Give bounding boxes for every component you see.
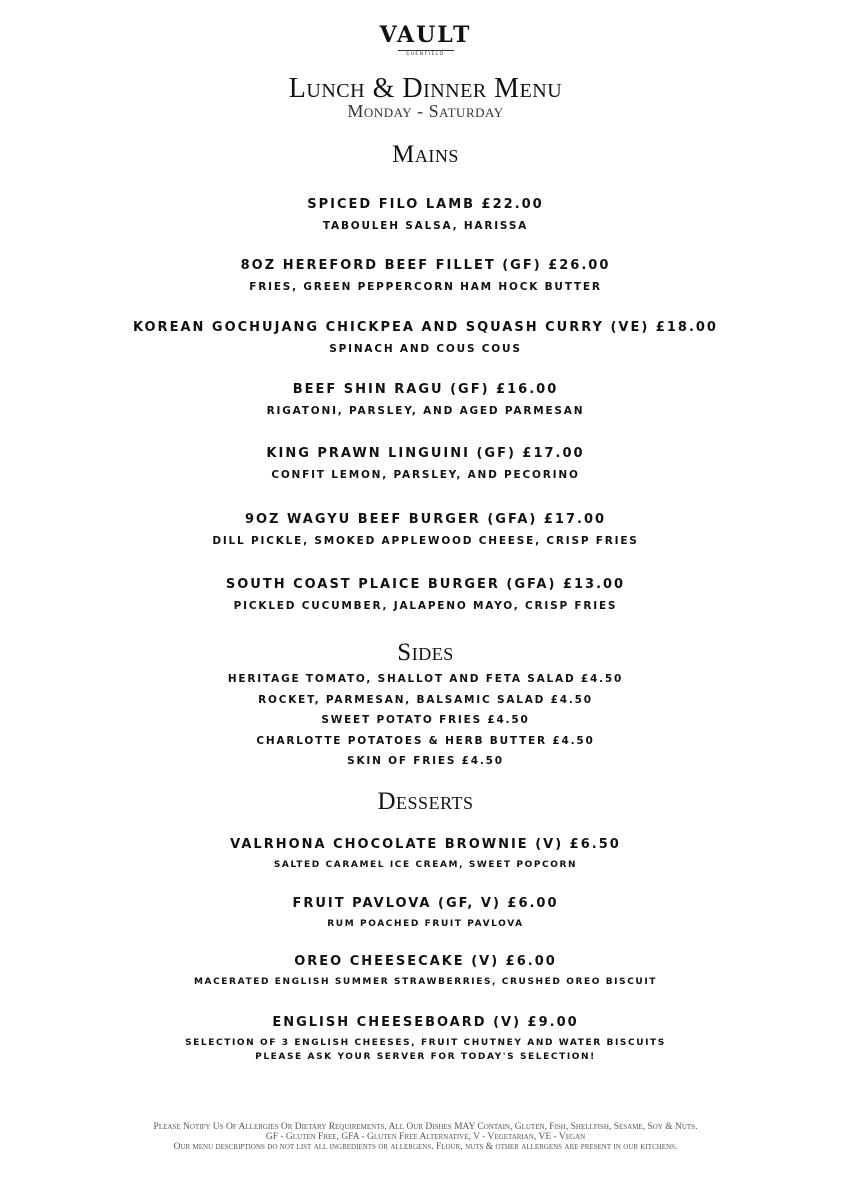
dish-name: 8OZ HEREFORD BEEF FILLET (GF) £26.00 [240, 258, 611, 273]
allergen-notice: Please Notify Us Of Allergies Or Dietary Requirements. All Our Dishes MAY Contain, Gluten, Fish, Shellfish, Sesame, Soy & Nuts. [153, 1122, 698, 1132]
vault-logo [0, 22, 851, 57]
dessert-description: RUM POACHED FRUIT PAVLOVA [327, 919, 524, 929]
dessert-note: PLEASE ASK YOUR SERVER FOR TODAY'S SELECTION! [255, 1052, 596, 1062]
logo-divider [398, 50, 454, 51]
dish-description: FRIES, GREEN PEPPERCORN HAM HOCK BUTTER [249, 281, 602, 293]
dish-name: KING PRAWN LINGUINI (GF) £17.00 [266, 446, 585, 461]
side-item: ROCKET, PARMESAN, BALSAMIC SALAD £4.50 [258, 693, 593, 706]
section-title-desserts: Desserts [377, 788, 474, 815]
dessert-item [0, 1015, 851, 1064]
dish-item [0, 446, 851, 482]
dessert-description: SALTED CARAMEL ICE CREAM, SWEET POPCORN [273, 860, 578, 870]
dish-item [0, 382, 851, 418]
dish-description: RIGATONI, PARSLEY, AND AGED PARMESAN [266, 405, 585, 417]
section-title-mains: Mains [392, 141, 459, 168]
dessert-item [0, 896, 851, 931]
dessert-item [0, 837, 851, 872]
logo-subtitle: SHENFIELD [406, 52, 445, 57]
dish-item [0, 577, 851, 613]
dessert-name: FRUIT PAVLOVA (GF, V) £6.00 [292, 896, 559, 911]
section-title-sides: Sides [397, 639, 454, 666]
dish-name: KOREAN GOCHUJANG CHICKPEA AND SQUASH CURRY (VE) £18.00 [133, 320, 718, 335]
dessert-item [0, 954, 851, 989]
side-item: SWEET POTATO FRIES £4.50 [321, 714, 530, 726]
side-item: SKIN OF FRIES £4.50 [347, 755, 504, 767]
ingredients-notice: Our menu descriptions do not list all ingredients or allergens. Flour, nuts & other allergens are present in our kitchens. [173, 1142, 678, 1152]
dish-description: DILL PICKLE, SMOKED APPLEWOOD CHEESE, CRISP FRIES [212, 535, 639, 547]
dish-name: BEEF SHIN RAGU (GF) £16.00 [292, 382, 559, 397]
dessert-description: SELECTION OF 3 ENGLISH CHEESES, FRUIT CHUTNEY AND WATER BISCUITS [185, 1038, 666, 1048]
dessert-name: VALRHONA CHOCOLATE BROWNIE (V) £6.50 [230, 837, 621, 852]
side-item: CHARLOTTE POTATOES & HERB BUTTER £4.50 [256, 734, 595, 747]
dish-name: SOUTH COAST PLAICE BURGER (GFA) £13.00 [225, 577, 626, 592]
dish-name: 9OZ WAGYU BEEF BURGER (GFA) £17.00 [244, 512, 607, 527]
dish-description: PICKLED CUCUMBER, JALAPENO MAYO, CRISP FRIES [233, 600, 618, 612]
dish-item [0, 197, 851, 233]
dish-name: SPICED FILO LAMB £22.00 [307, 197, 544, 212]
logo-wordmark: VAULT [379, 22, 472, 48]
side-item: HERITAGE TOMATO, SHALLOT AND FETA SALAD £4.50 [227, 673, 624, 685]
allergen-footer [0, 1122, 851, 1152]
menu-title: Lunch & Dinner Menu [288, 73, 563, 104]
dish-description: TABOULEH SALSA, HARISSA [322, 220, 529, 232]
dietary-key: GF - Gluten Free, GFA - Gluten Free Alternative, V - Vegetarian, VE - Vegan [265, 1132, 586, 1142]
dessert-description: MACERATED ENGLISH SUMMER STRAWBERRIES, CRUSHED OREO BISCUIT [193, 977, 658, 987]
dish-item [0, 512, 851, 548]
dessert-name: OREO CHEESECAKE (V) £6.00 [294, 954, 557, 969]
dish-description: SPINACH AND COUS COUS [329, 343, 522, 355]
menu-subtitle: Monday - Saturday [347, 101, 504, 121]
sides-list [0, 669, 851, 772]
dessert-name: ENGLISH CHEESEBOARD (V) £9.00 [272, 1015, 579, 1030]
dish-item [0, 320, 851, 356]
dish-description: CONFIT LEMON, PARSLEY, AND PECORINO [271, 469, 580, 481]
dish-item [0, 258, 851, 294]
